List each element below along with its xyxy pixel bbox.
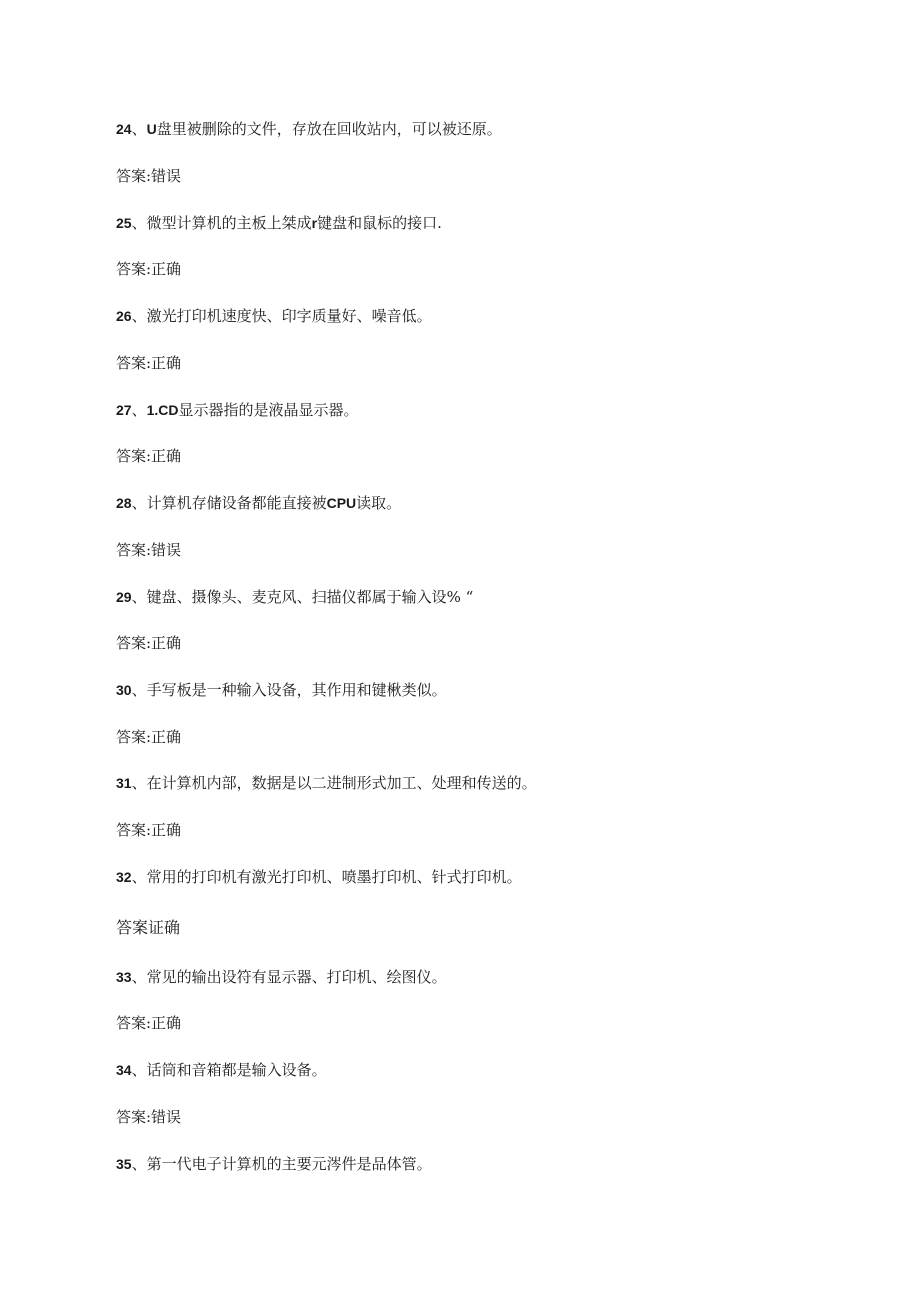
answer-26 <box>116 353 181 373</box>
question-text: 常用的打印机有激光打印机、喷墨打印机、针式打印机。 <box>146 868 522 886</box>
question-separator: 、 <box>131 588 147 606</box>
question-27 <box>116 400 359 420</box>
question-term: U <box>146 121 157 137</box>
answer-34 <box>116 1107 181 1127</box>
question-number: 30 <box>116 682 132 698</box>
question-number: 31 <box>116 775 132 791</box>
question-24 <box>116 119 502 139</box>
question-text: 第一代电子计算机的主要元涔件是品体管。 <box>146 1155 432 1173</box>
question-number: 28 <box>116 495 132 511</box>
question-number: 25 <box>116 215 132 231</box>
answer-25 <box>116 259 181 279</box>
answer-30 <box>116 727 181 747</box>
question-number: 35 <box>116 1156 132 1172</box>
question-term: r <box>311 215 318 231</box>
answer-text: 答案:错误 <box>116 541 182 559</box>
question-26 <box>116 306 432 326</box>
answer-text: 答案:正确 <box>116 1014 182 1032</box>
question-28 <box>116 493 401 513</box>
question-separator: 、 <box>131 401 147 419</box>
question-text: 盘里被删除的文件，存放在回收站内，可以被还原。 <box>156 120 502 138</box>
question-separator: 、 <box>131 1061 147 1079</box>
question-35 <box>116 1154 432 1174</box>
answer-text: 答案:正确 <box>116 634 182 652</box>
answer-text: 答案:错误 <box>116 1108 182 1126</box>
question-number: 26 <box>116 308 132 324</box>
answer-31 <box>116 820 181 840</box>
question-term: 1.CD <box>146 402 179 418</box>
question-number: 29 <box>116 589 132 605</box>
answer-28 <box>116 540 181 560</box>
question-separator: 、 <box>131 868 147 886</box>
question-number: 27 <box>116 402 132 418</box>
answer-text: 答案:错误 <box>116 167 182 185</box>
question-separator: 、 <box>131 120 147 138</box>
question-text: 在计算机内部，数据是以二进制形式加工、处理和传送的。 <box>146 774 537 792</box>
question-31 <box>116 773 537 793</box>
question-separator: 、 <box>131 774 147 792</box>
question-separator: 、 <box>131 968 147 986</box>
answer-24 <box>116 166 181 186</box>
question-number: 34 <box>116 1062 132 1078</box>
question-text: 键盘、摄像头、麦克风、扫描仪都属于输入设% “ <box>146 588 474 606</box>
question-text: 激光打印机速度快、印字质量好、噪音低。 <box>146 307 432 325</box>
question-number: 32 <box>116 869 132 885</box>
answer-text: 答案:正确 <box>116 447 182 465</box>
question-text: 常见的输出设符有显示器、打印机、绘图仪。 <box>146 968 447 986</box>
question-term: CPU <box>326 495 357 511</box>
question-30 <box>116 680 447 700</box>
question-text: 读取。 <box>356 494 402 512</box>
answer-27 <box>116 446 181 466</box>
question-separator: 、 <box>131 494 147 512</box>
answer-text: 答案:正确 <box>116 260 182 278</box>
answer-32 <box>116 918 180 938</box>
answer-33 <box>116 1013 181 1033</box>
question-text: 计算机存储设备都能直接被 <box>146 494 327 512</box>
question-34 <box>116 1060 327 1080</box>
question-separator: 、 <box>131 1155 147 1173</box>
question-29 <box>116 587 473 607</box>
answer-29 <box>116 633 181 653</box>
question-text: 显示器指的是液晶显示器。 <box>178 401 359 419</box>
question-number: 24 <box>116 121 132 137</box>
question-text: 微型计算机的主板上桀成 <box>146 214 312 232</box>
question-separator: 、 <box>131 307 147 325</box>
question-33 <box>116 967 447 987</box>
question-32 <box>116 867 522 887</box>
answer-text: 答案:正确 <box>116 728 182 746</box>
question-text: 话筒和音箱都是输入设备。 <box>146 1061 327 1079</box>
question-separator: 、 <box>131 681 147 699</box>
question-number: 33 <box>116 969 132 985</box>
question-text: 键盘和鼠标的接口. <box>317 214 442 232</box>
question-separator: 、 <box>131 214 147 232</box>
answer-text: 答案:正确 <box>116 821 182 839</box>
answer-text: 答案:正确 <box>116 354 182 372</box>
answer-text: 答案证确 <box>116 918 181 937</box>
question-25 <box>116 213 442 233</box>
question-text: 手写板是一种输入设备，其作用和键楸类似。 <box>146 681 447 699</box>
